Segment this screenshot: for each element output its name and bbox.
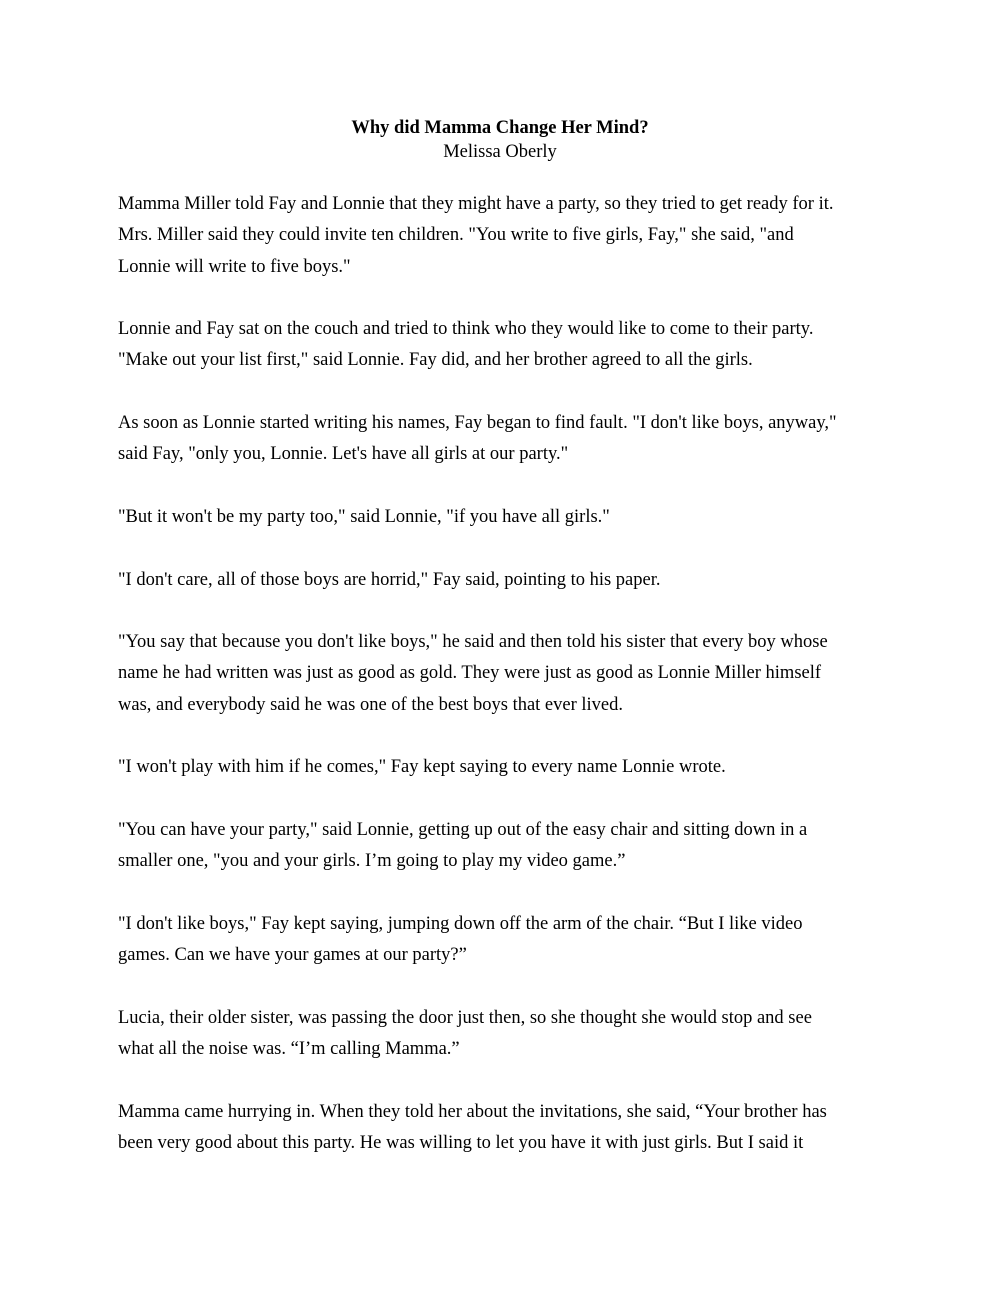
document-author: Melissa Oberly xyxy=(443,142,557,162)
paragraph: "I don't care, all of those boys are horrid," Fay said, pointing to his paper. xyxy=(118,569,661,590)
paragraph: "But it won't be my party too," said Lonnie, "if you have all girls." xyxy=(118,506,610,527)
paragraph: Mamma Miller told Fay and Lonnie that they might have a party, so they tried to get ready for it. Mrs. Miller said they could invite ten children. "You write to five girls, Fay," she said, "and Lonnie will write to five boys." xyxy=(118,194,834,277)
paragraph: Lucia, their older sister, was passing the door just then, so she thought she would stop and see what all the noise was. “I’m calling Mamma.” xyxy=(118,1007,812,1060)
paragraph: Mamma came hurrying in. When they told her about the invitations, she said, “Your brother has been very good about this party. He was willing to let you have it with just girls. But I said it xyxy=(118,1101,827,1153)
document-body xyxy=(118,189,898,1159)
paragraph: "You can have your party," said Lonnie, getting up out of the easy chair and sitting down in a smaller one, "you and your girls. I’m going to play my video game.” xyxy=(118,819,808,872)
paragraph: Lonnie and Fay sat on the couch and tried to think who they would like to come to their party. "Make out your list first," said Lonnie. Fay did, and her brother agreed to all the girls. xyxy=(118,319,814,371)
paragraph: As soon as Lonnie started writing his names, Fay began to find fault. "I don't like boys, anyway," said Fay, "only you, Lonnie. Let's have all girls at our party." xyxy=(118,413,837,465)
document-title: Why did Mamma Change Her Mind? xyxy=(351,118,649,138)
paragraph: "I don't like boys," Fay kept saying, jumping down off the arm of the chair. “But I like video games. Can we have your games at our party?” xyxy=(118,913,803,966)
paragraph: "I won't play with him if he comes," Fay kept saying to every name Lonnie wrote. xyxy=(118,757,726,778)
document-header xyxy=(0,116,1000,164)
paragraph: "You say that because you don't like boys," he said and then told his sister that every boy whose name he had written was just as good as gold. They were just as good as Lonnie Miller himself was, and everybody said he was one of the best boys that ever lived. xyxy=(118,632,828,715)
